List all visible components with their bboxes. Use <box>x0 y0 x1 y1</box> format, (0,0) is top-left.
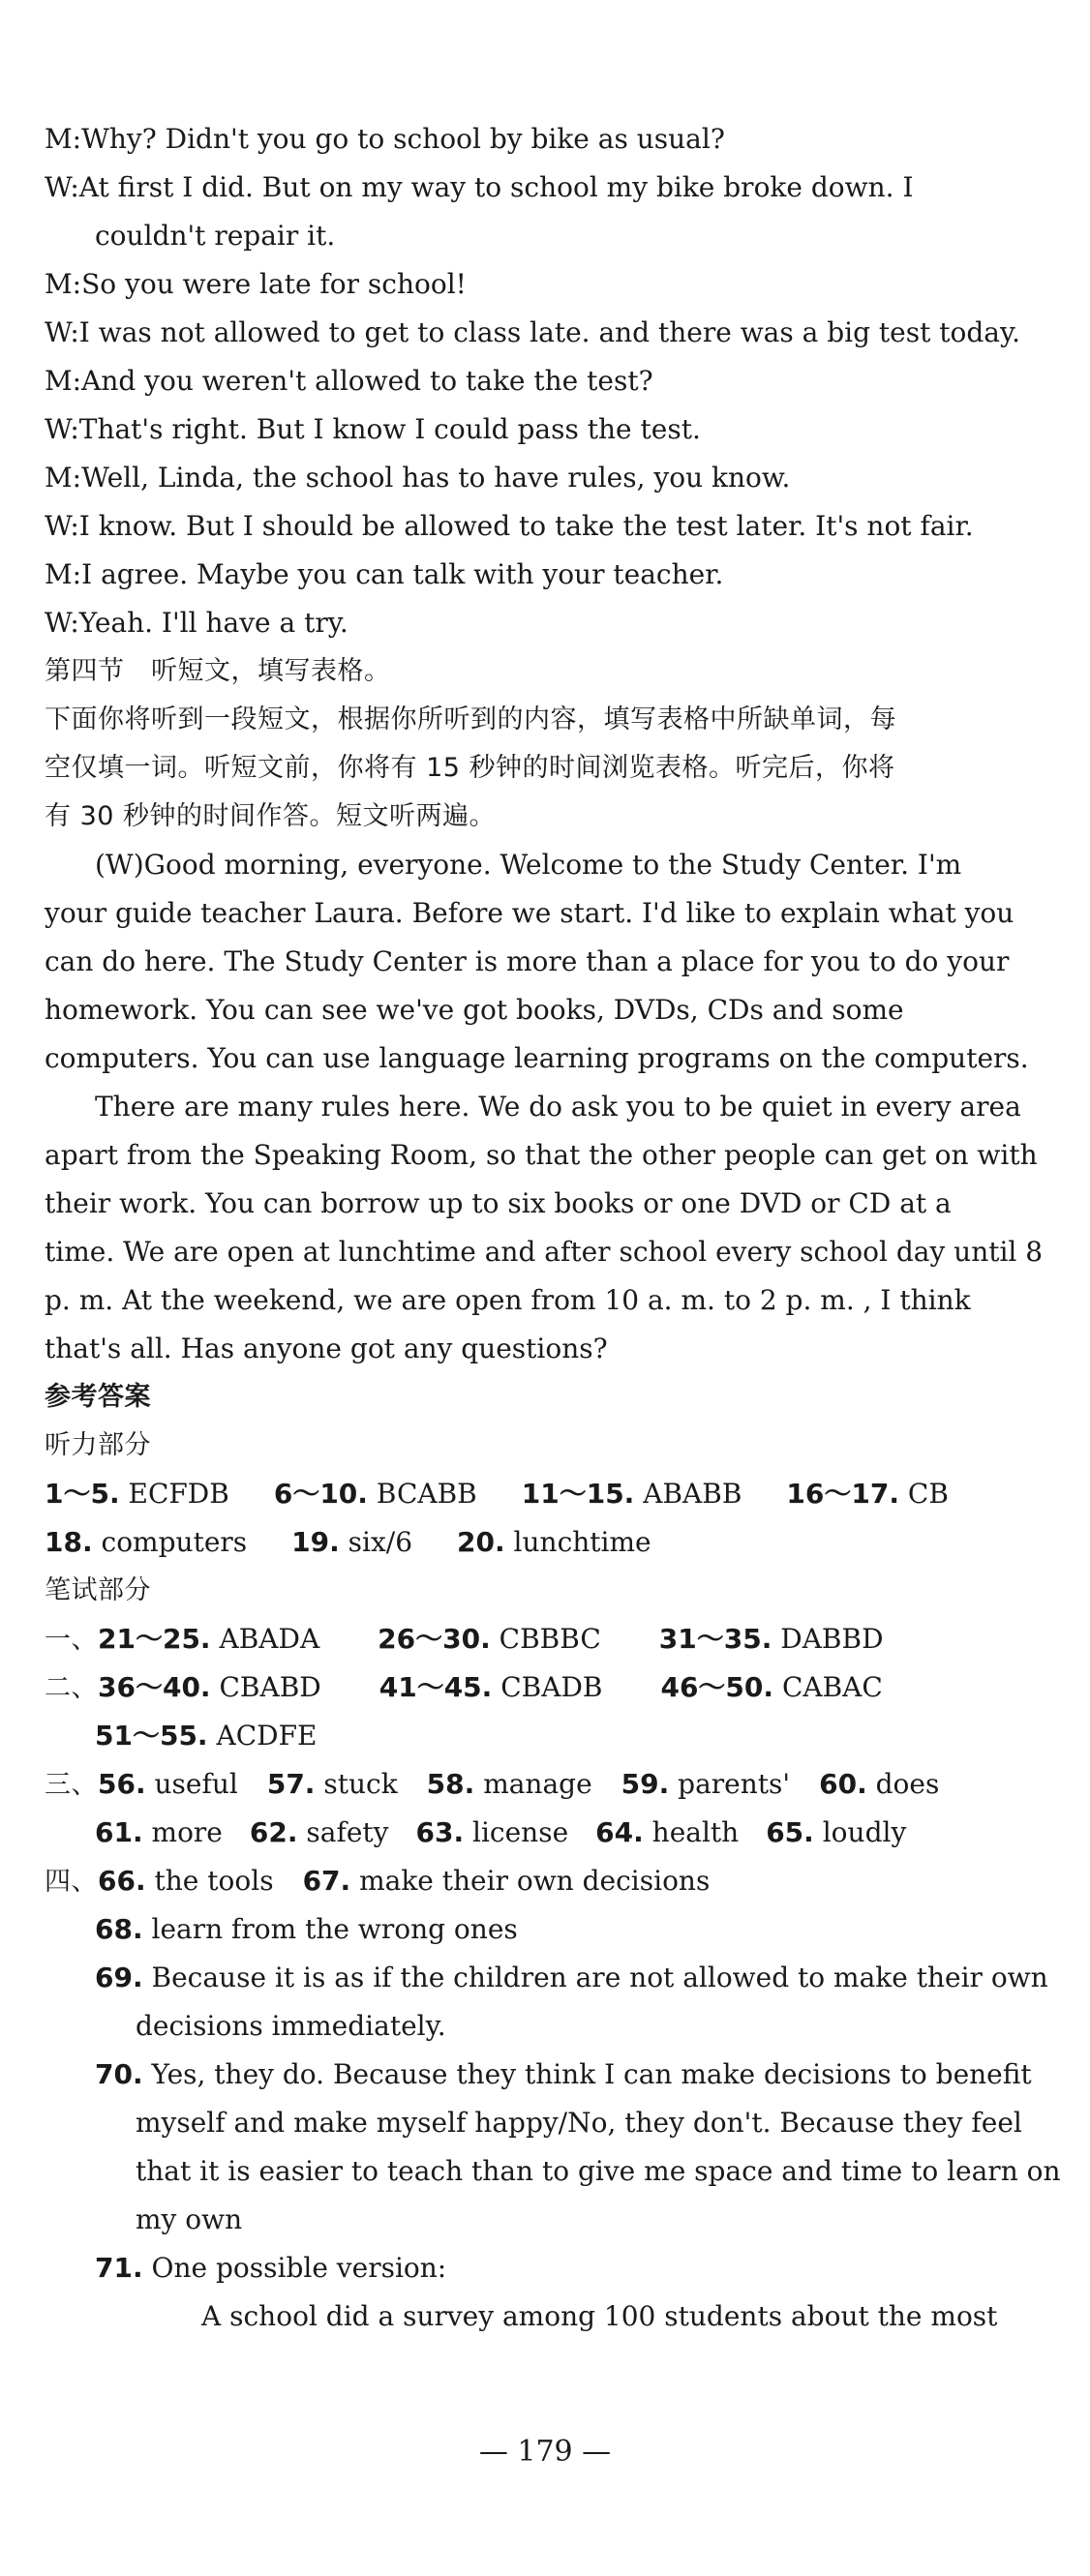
answer-item: 51～55. ACDFE <box>95 1720 318 1752</box>
section4-instructions-3: 有 30 秒钟的时间作答。短文听两遍。 <box>45 801 497 831</box>
answer-item: 19. six/6 <box>291 1526 413 1558</box>
dialogue-line-2: W:At first I did. But on my way to school my bike broke down. I <box>45 171 914 203</box>
answer-item: 58. manage <box>426 1768 592 1800</box>
answer-item: 20. lunchtime <box>457 1526 651 1558</box>
written-part1 <box>45 1620 1051 1660</box>
dialogue-line-6: M:And you weren't allowed to take the test? <box>45 365 653 397</box>
dialogue-line-11: W:Yeah. I'll have a try. <box>45 607 348 639</box>
dialogue-line-7: W:That's right. But I know I could pass the test. <box>45 413 701 445</box>
answer-item: 三、56. useful <box>45 1768 238 1800</box>
answer-70-line-4: my own <box>136 2203 243 2235</box>
answer-69-cont: decisions immediately. <box>136 2010 446 2042</box>
answer-item: 64. health <box>595 1816 740 1848</box>
answer-item: 6～10. BCABB <box>273 1478 477 1510</box>
section4-instructions-1: 下面你将听到一段短文，根据你所听到的内容，填写表格中所缺单词，每 <box>45 704 896 734</box>
listening-title: 听力部分 <box>45 1430 151 1460</box>
answer-68: 68. learn from the wrong ones <box>95 1913 518 1945</box>
answer-item: 1～5. ECFDB <box>45 1478 229 1510</box>
written-part3-a <box>45 1765 1051 1805</box>
passage-line-1: (W)Good morning, everyone. Welcome to the Study Center. I'm <box>95 849 962 881</box>
passage-line-5: computers. You can use language learning programs on the computers. <box>45 1042 1029 1074</box>
written-title: 笔试部分 <box>45 1575 151 1605</box>
passage-line-10: p. m. At the weekend, we are open from 10 a. m. to 2 p. m. , I think <box>45 1284 971 1316</box>
written-part2 <box>45 1668 1051 1708</box>
passage-line-9: time. We are open at lunchtime and after school every school day until 8 <box>45 1236 1044 1268</box>
section4-instructions-2: 空仅填一词。听短文前，你将有 15 秒钟的时间浏览表格。听完后，你将 <box>45 753 895 783</box>
essay-line-1: A school did a survey among 100 students about the most <box>201 2300 998 2332</box>
answer-item: 67. make their own decisions <box>302 1865 711 1897</box>
section4-heading: 第四节 听短文，填写表格。 <box>45 656 391 686</box>
answer-item: 11～15. ABABB <box>521 1478 742 1510</box>
dialogue-line-5: W:I was not allowed to get to class late. and there was a big test today. <box>45 316 1020 348</box>
dialogue-line-1: M:Why? Didn't you go to school by bike as usual? <box>45 123 725 155</box>
passage-line-11: that's all. Has anyone got any questions? <box>45 1333 608 1364</box>
dialogue-line-9: W:I know. But I should be allowed to take the test later. It's not fair. <box>45 510 974 542</box>
answer-item: 一、21～25. ABADA <box>45 1623 320 1655</box>
answer-70: 70. Yes, they do. Because they think I can make decisions to benefit <box>95 2058 1032 2090</box>
page-number: — 179 — <box>478 2435 612 2469</box>
answer-item: 65. loudly <box>766 1816 907 1848</box>
answer-70-line-2: myself and make myself happy/No, they don't. Because they feel <box>136 2107 1022 2139</box>
passage-line-2: your guide teacher Laura. Before we start. I'd like to explain what you <box>45 897 1014 929</box>
answer-item: 62. safety <box>249 1816 389 1848</box>
passage-line-8: their work. You can borrow up to six books or one DVD or CD at a <box>45 1187 952 1219</box>
passage-line-3: can do here. The Study Center is more than a place for you to do your <box>45 945 1010 977</box>
answer-item: 41～45. CBADB <box>378 1671 603 1703</box>
listening-row-1 <box>45 1475 1051 1513</box>
passage-line-7: apart from the Speaking Room, so that the other people can get on with <box>45 1139 1038 1171</box>
answer-item: 16～17. CB <box>786 1478 949 1510</box>
answer-item: 60. does <box>819 1768 940 1800</box>
answer-item: 46～50. CABAC <box>660 1671 883 1703</box>
answer-item: 31～35. DABBD <box>658 1623 884 1655</box>
answers-title: 参考答案 <box>45 1382 151 1412</box>
answer-70-line-3: that it is easier to teach than to give me space and time to learn on <box>136 2155 1061 2187</box>
dialogue-line-4: M:So you were late for school! <box>45 268 467 300</box>
answer-69: 69. Because it is as if the children are not allowed to make their own <box>95 1962 1048 1993</box>
written-part3-b <box>95 1813 1051 1852</box>
answer-item: 26～30. CBBBC <box>378 1623 601 1655</box>
answer-item: 18. computers <box>45 1526 248 1558</box>
written-part4-a <box>45 1862 1051 1902</box>
passage-line-4: homework. You can see we've got books, DVDs, CDs and some <box>45 994 904 1026</box>
dialogue-line-8: M:Well, Linda, the school has to have rules, you know. <box>45 462 791 494</box>
passage-line-6: There are many rules here. We do ask you to be quiet in every area <box>95 1091 1021 1123</box>
answer-item: 57. stuck <box>266 1768 398 1800</box>
written-part2-b <box>95 1717 1051 1755</box>
dialogue-line-10: M:I agree. Maybe you can talk with your teacher. <box>45 558 724 590</box>
answer-71: 71. One possible version: <box>95 2252 447 2284</box>
listening-row-2 <box>45 1523 1051 1562</box>
answer-item: 二、36～40. CBABD <box>45 1671 321 1703</box>
answer-item: 61. more <box>95 1816 223 1848</box>
answer-item: 59. parents' <box>621 1768 791 1800</box>
answer-item: 四、66. the tools <box>45 1865 274 1897</box>
dialogue-line-3: couldn't repair it. <box>95 220 336 252</box>
answer-item: 63. license <box>415 1816 569 1848</box>
